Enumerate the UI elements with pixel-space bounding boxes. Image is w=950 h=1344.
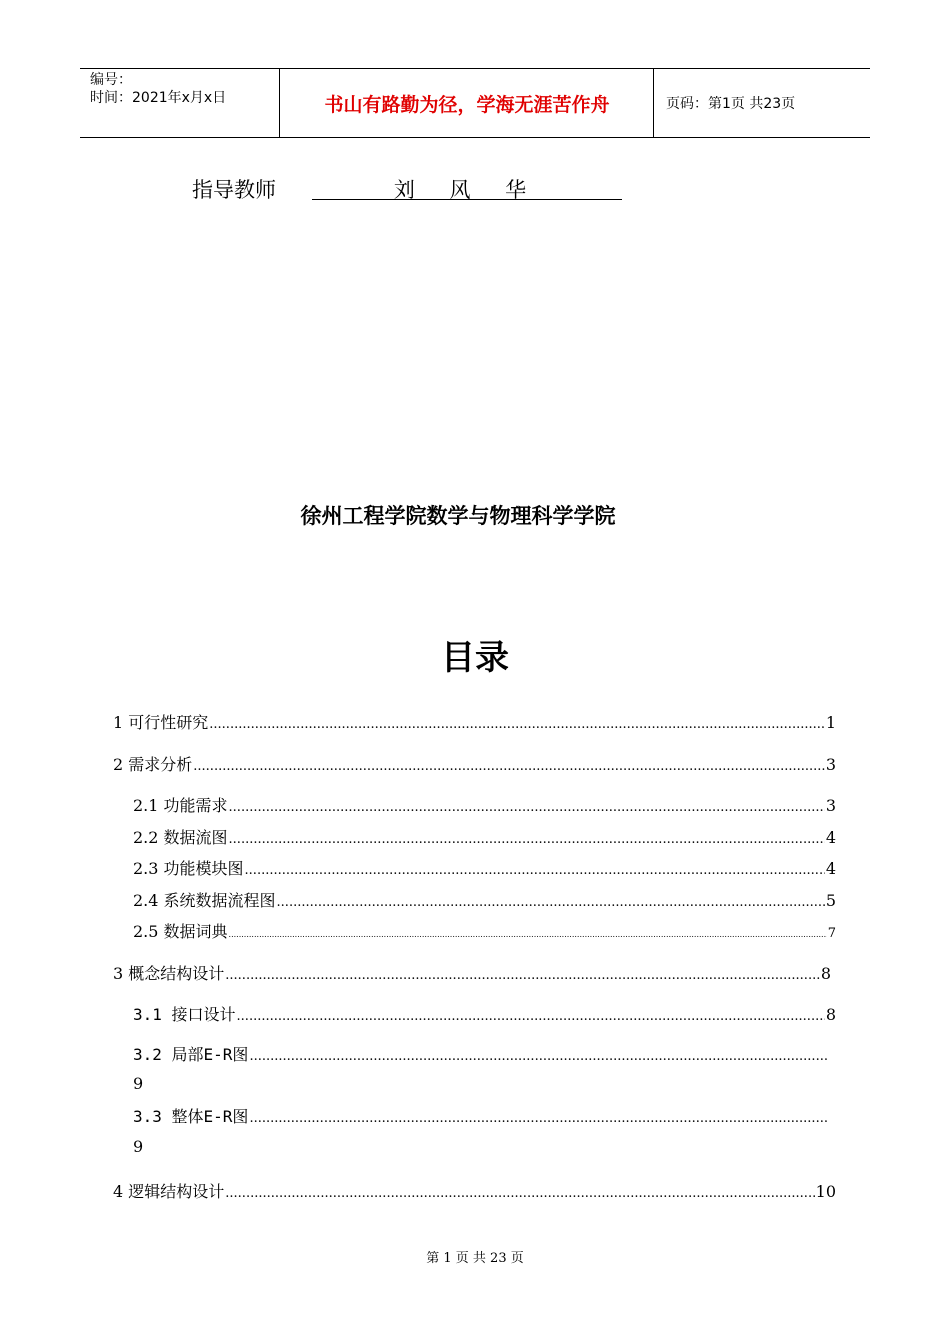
toc-entry-label: 3.3 整体E-R图 (133, 1107, 249, 1126)
toc-leader-dots (277, 891, 825, 910)
toc-leader-dots (229, 922, 827, 941)
toc-entry-page: 3 (825, 796, 836, 815)
toc-entry[interactable] (133, 1042, 829, 1065)
toc-title: 目录 (441, 638, 509, 678)
toc-entry-page: 4 (825, 859, 836, 878)
toc-entry-label: 3.1 接口设计 (133, 1005, 236, 1024)
toc-leader-dots (225, 964, 820, 983)
toc-entry-page: 10 (815, 1182, 836, 1201)
header-time-label: 时间：2021年x月x日 (90, 90, 227, 106)
toc-entry-page: 8 (820, 964, 831, 983)
toc-entry-label: 2.2 数据流图 (133, 828, 228, 847)
toc-entry[interactable] (133, 793, 836, 816)
header-motto: 书山有路勤为径，学海无涯苦作舟 (281, 69, 654, 137)
toc-entry-page: 8 (825, 1005, 836, 1024)
toc-entry-label: 4 逻辑结构设计 (113, 1182, 225, 1201)
toc-leader-dots (249, 1107, 828, 1126)
toc-entry-page: 7 (827, 926, 836, 941)
toc-leader-dots (209, 713, 825, 732)
toc-entry[interactable] (133, 856, 836, 879)
toc-leader-dots (245, 859, 825, 878)
header-number-label: 编号： (90, 72, 132, 88)
college-name: 徐州工程学院数学与物理科学学院 (300, 504, 616, 528)
toc-entry-label: 2.3 功能模块图 (133, 859, 244, 878)
toc-entry[interactable] (133, 888, 836, 911)
toc-leader-dots (237, 1005, 825, 1024)
toc-entry[interactable] (133, 1002, 836, 1025)
toc-entry-page: 9 (133, 1137, 144, 1156)
toc-entry[interactable] (133, 825, 836, 848)
toc-entry[interactable] (113, 710, 836, 733)
toc-entry-page: 9 (133, 1074, 144, 1093)
toc-entry[interactable] (113, 752, 836, 775)
toc-entry-label: 2 需求分析 (113, 755, 193, 774)
toc-leader-dots (229, 828, 825, 847)
toc-leader-dots (225, 1182, 814, 1201)
toc-entry-page: 1 (825, 713, 836, 732)
toc-entry[interactable] (113, 961, 831, 984)
toc-entry[interactable] (133, 919, 836, 942)
toc-leader-dots (229, 796, 825, 815)
advisor-name: 刘 风 华 (393, 178, 541, 202)
header-page-info: 页码：第1页 共23页 (666, 96, 796, 112)
toc-entry-label: 3.2 局部E-R图 (133, 1045, 249, 1064)
toc-entry-page: 4 (825, 828, 836, 847)
toc-leader-dots (249, 1045, 828, 1064)
toc-leader-dots (193, 755, 825, 774)
toc-entry[interactable] (113, 1179, 836, 1202)
page-footer: 第 1 页 共 23 页 (426, 1251, 524, 1266)
toc-entry-label: 3 概念结构设计 (113, 964, 225, 983)
toc-entry-page: 3 (825, 755, 836, 774)
advisor-label: 指导教师 (192, 178, 276, 202)
toc-entry-label: 2.4 系统数据流程图 (133, 891, 276, 910)
toc-entry-label: 2.1 功能需求 (133, 796, 228, 815)
toc-entry-label: 1 可行性研究 (113, 713, 209, 732)
toc-entry[interactable] (133, 1104, 829, 1127)
toc-entry-label: 2.5 数据词典 (133, 922, 228, 941)
toc-entry-page: 5 (825, 891, 836, 910)
